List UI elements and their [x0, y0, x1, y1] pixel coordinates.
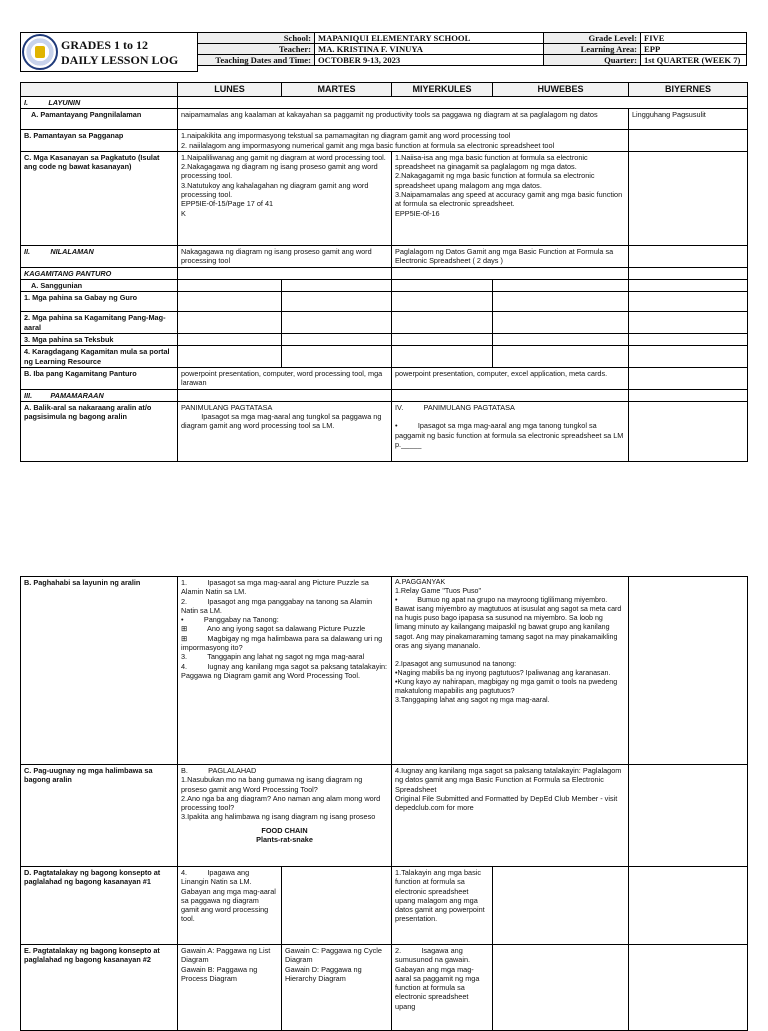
empty-cell [629, 945, 748, 1031]
empty-cell [392, 292, 493, 312]
empty-cell [629, 245, 748, 267]
presentation-monday-cell [178, 765, 392, 867]
competencies-wednesday: 1.Naiisa-isa ang mga basic function at formula sa electronic spreadsheet na ginagamit sa paglalagom ng mga datos. 2.Nakagagamit ng mga basic function at formula sa electronic spreadsheet upang malagom ang mga datos. 3.Naipamamalas ang speed at accuracy gamit ang mga basic function at formula sa electronic spreadsheet. EPP5IE-0f-16 [392, 151, 629, 245]
lesson-log-table-part1 [20, 82, 748, 462]
empty-cell [178, 346, 282, 368]
empty-cell [629, 151, 748, 245]
row-label-iba-pang-kagamitan: B. Iba pang Kagamitang Panturo [21, 367, 178, 389]
content-standard-text: naipamamalas ang kaalaman at kakayahan sa paggamit ng productivity tools sa paggawa ng diagram at sa paglalagom ng datos [178, 109, 629, 130]
row-label-pagtatalakay-2: E. Pagtatalakay ng bagong konsepto at paglalahad ng bagong kasanayan #2 [21, 945, 178, 1031]
row-label-learning-resource-portal: 4. Karagdagang Kagamitan mula sa portal ng Learning Resource [21, 346, 178, 368]
empty-cell [392, 334, 493, 346]
quarter-label: Quarter: [544, 55, 641, 66]
discussion1-monday: 4. Ipagawa ang Linangin Natin sa LM. Gabayan ang mga mag-aaral sa paggawa ng diagram gamit ang word processing tool. [178, 867, 282, 945]
empty-cell [178, 389, 392, 401]
section-kagamitang-panturo: KAGAMITANG PANTURO [21, 267, 178, 279]
grade-value: FIVE [641, 33, 747, 44]
day-header-monday: LUNES [178, 83, 282, 97]
competencies-monday: 1.Naipaliliwanag ang gamit ng diagram at word processing tool. 2.Nakagagawa ng diagram ng isang proseso gamit ang word processing tool. 3.Natutukoy ang kahalagahan ng diagram gamit ang word processing tool. EPP5IE-0f-15/Page 17 of 41 K [178, 151, 392, 245]
motivation-monday: 1. Ipasagot sa mga mag-aaral ang Picture Puzzle sa Alamin Natin sa LM. 2. Ipasagot ang mga panggabay na tanong sa Alamin Natin sa LM. • Panggabay na Tanong: ⊞ Ano ang iyong sagot sa dalawang Picture Puzzle ⊞ Magbigay ng mga halimbawa para sa dalawang uri ng impormasyong ito? 3. Tanggapin ang lahat ng sagot ng mga mag-aaral 4. Iugnay ang kanilang mga sagot sa paksang tatalakayin: Paggawa ng Diagram gamit ang Word Processing Tool. [178, 577, 392, 765]
empty-cell [493, 280, 629, 292]
lesson-log-table-part2 [20, 576, 748, 1031]
motivation-wednesday: A.PAGGANYAK 1.Relay Game "Tuos Puso" • Bumuo ng apat na grupo na mayroong tiglilimang miyembro. Bawat isang miyembro ay magtutuos at isusulat ang sagot sa meta card na hugis puso bago ipapasa sa susunod na miyembro. Sa loob ng limang minuto ay kailangang maipaskil ng bawat grupo ang kanilang sagot. Ang may pinakamaraming tamang sagot na may pinakamaikling oras ang siyang mananalo. 2.Ipasagot ang sumusunod na tanong: •Naging mabilis ba ng inyong pagtutuos? Ipaliwanag ang karanasan. •Kung kayo ay nahirapan, magbigay ng mga gamit o tools na pwedeng makatulong mapabilis ang pagtutuos? 3.Tanggaping lahat ang sagot ng mga mag-aaral. [392, 577, 629, 765]
empty-cell [392, 389, 629, 401]
teacher-value: MA. KRISTINA F. VINUYA [315, 44, 544, 55]
row-label-gabay-ng-guro: 1. Mga pahina sa Gabay ng Guro [21, 292, 178, 312]
empty-cell [392, 312, 493, 334]
row-label-balik-aral: A. Balik-aral sa nakaraang aralin at/o pagsisimula ng bagong aralin [21, 401, 178, 461]
empty-cell [629, 401, 748, 461]
section-nilalaman: II. NILALAMAN [21, 245, 178, 267]
presentation-monday: B. PAGLALAHAD 1.Nasubukan mo na bang gumawa ng isang diagram ng proseso gamit ang Word Processing Tool? 2.Ano nga ba ang diagram? Ano naman ang alam mong word processing tool? 3.Ipakita ang halimbawa ng isang diagram ng isang proseso [181, 766, 381, 822]
empty-cell [493, 346, 629, 368]
empty-cell [629, 346, 748, 368]
review-wednesday: IV. PANIMULANG PAGTATASA • Ipasagot sa mga mag-aaral ang mga tanong tungkol sa paggamit ng basic function at formula sa electronic spreadsheet sa LM p._____ [392, 401, 629, 461]
school-label: School: [198, 33, 315, 44]
empty-cell [629, 577, 748, 765]
program-title-line2: DAILY LESSON LOG [61, 53, 179, 67]
empty-cell [178, 267, 392, 279]
lesson-info-table [197, 32, 747, 66]
row-label-mga-kasanayan: C. Mga Kasanayan sa Pagkatuto (Isulat ang code ng bawat kasanayan) [21, 151, 178, 245]
empty-cell [493, 867, 629, 945]
learning-area-label: Learning Area: [544, 44, 641, 55]
learning-area-value: EPP [641, 44, 747, 55]
food-chain-title: FOOD CHAIN [261, 825, 308, 835]
empty-cell [493, 945, 629, 1031]
empty-cell [629, 389, 748, 401]
discussion2-tuesday: Gawain C: Paggawa ng Cycle Diagram Gawain D: Paggawa ng Hierarchy Diagram [282, 945, 392, 1031]
day-header-wednesday: MIYERKULES [392, 83, 493, 97]
performance-standard-line2: 2. naiilalagom ang impormasyong numerical gamit ang mga basic function at formula sa electronic spreadsheet tool [181, 140, 555, 150]
empty-cell [282, 312, 392, 334]
empty-cell [178, 292, 282, 312]
empty-cell [493, 334, 629, 346]
quarter-value: 1st QUARTER (WEEK 7) [641, 55, 747, 66]
day-header-friday: BIYERNES [629, 83, 748, 97]
corner-cell [21, 83, 178, 97]
empty-cell [629, 312, 748, 334]
empty-cell [629, 765, 748, 867]
teacher-label: Teacher: [198, 44, 315, 55]
discussion2-monday: Gawain A: Paggawa ng List Diagram Gawain B: Paggawa ng Process Diagram [178, 945, 282, 1031]
discussion1-wednesday: 1.Talakayin ang mga basic function at formula sa electronic spreadsheet upang malagom ang mga datos gamit ang powerpoint presentation. [392, 867, 493, 945]
review-monday: PANIMULANG PAGTATASA Ipasagot sa mga mag-aaral ang tungkol sa paggawa ng diagram gamit ang word processing tool sa LM. [178, 401, 392, 461]
empty-cell [493, 312, 629, 334]
dates-label: Teaching Dates and Time: [198, 55, 315, 66]
performance-standard-line1: 1.naipakikita ang impormasyong tekstual sa pamamagitan ng diagram gamit ang word processing tool [181, 131, 511, 141]
empty-cell [629, 280, 748, 292]
empty-cell [629, 130, 748, 152]
empty-cell [392, 267, 629, 279]
grade-label: Grade Level: [544, 33, 641, 44]
empty-cell [282, 292, 392, 312]
empty-cell [629, 292, 748, 312]
empty-cell [392, 346, 493, 368]
empty-cell [178, 97, 748, 109]
day-header-tuesday: MARTES [282, 83, 392, 97]
row-label-pag-uugnay: C. Pag-uugnay ng mga halimbawa sa bagong aralin [21, 765, 178, 867]
empty-cell [178, 334, 282, 346]
empty-cell [282, 334, 392, 346]
dates-value: OCTOBER 9-13, 2023 [315, 55, 544, 66]
performance-standard-cell [178, 130, 629, 152]
section-layunin: I. LAYUNIN [21, 97, 178, 109]
empty-cell [493, 292, 629, 312]
row-label-kagamitang-pang-mag-aaral: 2. Mga pahina sa Kagamitang Pang-Mag-aaral [21, 312, 178, 334]
empty-cell [282, 280, 392, 292]
empty-cell [178, 312, 282, 334]
row-label-pamantayan-sa-pagganap: B. Pamantayan sa Pagganap [21, 130, 178, 152]
discussion2-wednesday: 2. Isagawa ang sumusunod na gawain. Gabayan ang mga mag-aaral sa paggamit ng mga function at formula sa electronic spreadsheet upang [392, 945, 493, 1031]
empty-cell [178, 280, 282, 292]
deped-seal-logo [22, 34, 58, 70]
school-value: MAPANIQUI ELEMENTARY SCHOOL [315, 33, 544, 44]
row-label-pagtatalakay-1: D. Pagtatalakay ng bagong konsepto at paglalahad ng bagong kasanayan #1 [21, 867, 178, 945]
friday-weekly-test: Lingguhang Pagsusulit [629, 109, 748, 130]
row-label-sanggunian: A. Sanggunian [21, 280, 178, 292]
empty-cell [282, 346, 392, 368]
content-monday: Nakagagawa ng diagram ng isang proseso gamit ang word processing tool [178, 245, 392, 267]
program-title-line1: GRADES 1 to 12 [61, 38, 149, 52]
empty-cell [392, 280, 493, 292]
row-label-pamantayang-pangnilalaman: A. Pamantayang Pangnilalaman [21, 109, 178, 130]
day-header-thursday: HUWEBES [493, 83, 629, 97]
section-pamamaraan: III. PAMAMARAAN [21, 389, 178, 401]
materials-wednesday: powerpoint presentation, computer, excel application, meta cards. [392, 367, 629, 389]
empty-cell [629, 867, 748, 945]
empty-cell [629, 267, 748, 279]
empty-cell [629, 367, 748, 389]
row-label-paghahabi-sa-layunin: B. Paghahabi sa layunin ng aralin [21, 577, 178, 765]
row-label-teksbuk: 3. Mga pahina sa Teksbuk [21, 334, 178, 346]
empty-cell [629, 334, 748, 346]
materials-monday: powerpoint presentation, computer, word processing tool, mga larawan [178, 367, 392, 389]
food-chain-example: Plants-rat-snake [256, 835, 313, 845]
empty-cell [282, 867, 392, 945]
linking-wednesday: 4.Iugnay ang kanilang mga sagot sa paksang tatalakayin: Paglalagom ng datos gamit ang mga Basic Function at Formula sa Electronic Spreadsheet Original File Submitted and Formatted by DepEd Club Member - visit depedclub.com for more [392, 765, 629, 867]
content-wednesday: Paglalagom ng Datos Gamit ang mga Basic Function at Formula sa Electronic Spreadsheet ( 2 days ) [392, 245, 629, 267]
